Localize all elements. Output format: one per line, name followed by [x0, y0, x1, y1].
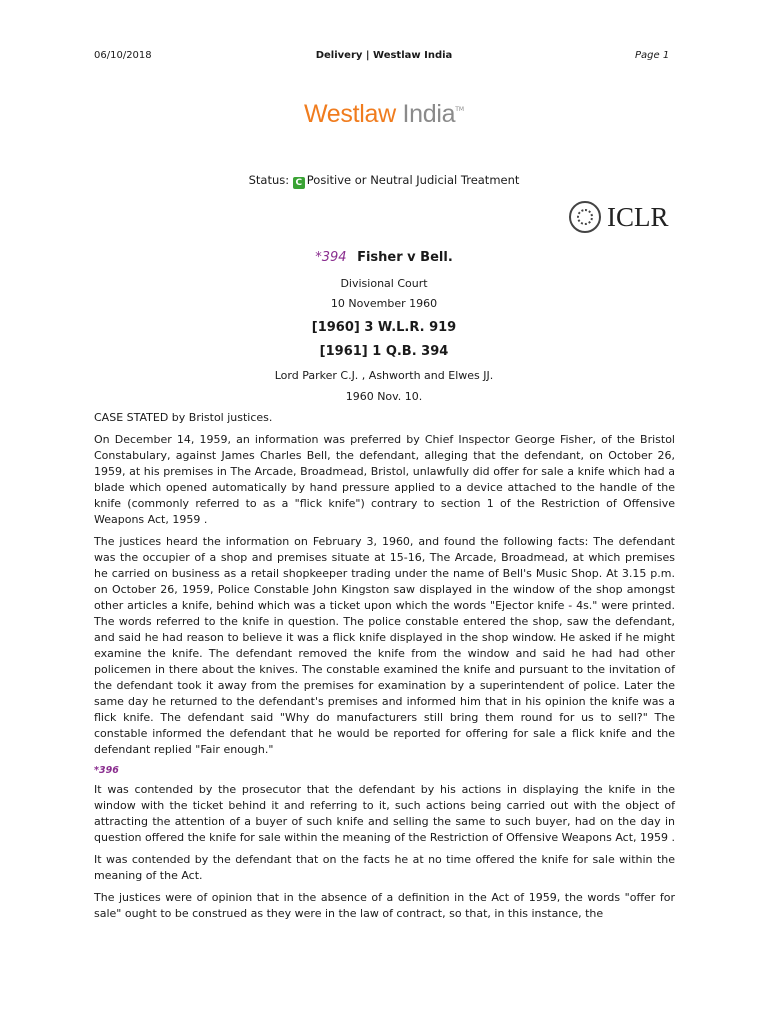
case-name: Fisher v Bell.: [357, 250, 453, 265]
logo-word-india: India: [395, 100, 456, 128]
paragraph-facts: The justices heard the information on February 3, 1960, and found the following facts: The defendant was the occupier of a shop and premises situate at 15-16, The Arcade, Broadmead, at which premises he carried on business as a retail shopkeeper trading under the name of Bell's Music Shop. At 3.15 p.m. on October 26, 1959, Police Constable John Kingston saw displayed in the window of the shop amongst other articles a knife, behind which was a ticket upon which the words "Ejector knife - 4s." were printed. The words referred to the knife in question. The police constable entered the shop, saw the defendant, and said he had reason to believe it was a flick knife displayed in the shop window. He asked if he might examine the knife. The defendant removed the knife from the window and said he had had other policemen in there about the knives. The constable examined the knife and pursuant to the invitation of the defendant took it away from the premises for examination by a superintendent of police. Later the same day he returned to the defendant's premises and informed him that in his opinion the knife was a flick knife. The defendant said "Why do manufacturers still bring them round for us to sell?" The constable informed the defendant that he would be reported for offering for sale a flick knife and the defendant replied "Fair enough.": [94, 535, 675, 756]
paragraph-prosecutor-contention: It was contended by the prosecutor that the defendant by his actions in displaying the knife in the window with the ticket behind it and referring to it, such actions being carried out with the object of attracting the attention of a buyer of such knife and selling the same to such buyer, had on the day in question offered the knife for sale within the meaning of the Restriction of Offensive Weapons Act, 1959 .: [94, 783, 675, 844]
header-title: Delivery | Westlaw India: [315, 50, 453, 61]
judgment-date: 10 November 1960: [330, 297, 438, 310]
westlaw-india-logo: [0, 100, 768, 129]
logo-trademark: TM: [455, 106, 465, 113]
page-reference-link[interactable]: *394: [315, 250, 347, 265]
page-header: [0, 50, 768, 64]
paragraph-justices-opinion: The justices were of opinion that in the absence of a definition in the Act of 1959, the words "offer for sale" ought to be construed as they were in the law of contract, so that, in this instance, the: [94, 891, 675, 920]
iclr-logo: [569, 201, 679, 235]
judgment-body: [94, 410, 675, 928]
status-line: [0, 173, 768, 189]
positive-treatment-icon[interactable]: C: [293, 177, 305, 189]
hearing-date: 1960 Nov. 10.: [345, 390, 423, 403]
page-number: Page 1: [635, 50, 670, 61]
status-label: Status:: [248, 173, 290, 187]
paragraph-defendant-contention: It was contended by the defendant that on the facts he at no time offered the knife for sale within the meaning of the Act.: [94, 853, 675, 882]
paragraph-information: On December 14, 1959, an information was preferred by Chief Inspector George Fisher, of the Bristol Constabulary, against James Charles Bell, the defendant, alleging that the defendant, on October 26, 1959, at his premises in The Arcade, Broadmead, Bristol, unlawfully did offer for sale a knife which had a blade which opened automatically by hand pressure applied to a device attached to the handle of the knife (commonly referred to as a "flick knife") contrary to section 1 of the Restriction of Offensive Weapons Act, 1959 .: [94, 433, 675, 526]
judges: Lord Parker C.J. , Ashworth and Elwes JJ.: [274, 369, 494, 382]
logo-word-westlaw: Westlaw: [303, 100, 396, 128]
iclr-text: ICLR: [607, 202, 669, 232]
court-name: Divisional Court: [340, 277, 428, 290]
citation-qb: [1961] 1 Q.B. 394: [319, 344, 449, 359]
citation-wlr: [1960] 3 W.L.R. 919: [311, 320, 457, 335]
paragraph-case-stated: CASE STATED by Bristol justices.: [94, 411, 273, 424]
iclr-seal-icon: [569, 201, 601, 233]
print-date: 06/10/2018: [94, 50, 152, 61]
status-text: Positive or Neutral Judicial Treatment: [306, 173, 520, 187]
page-marker-396[interactable]: *396: [94, 765, 119, 776]
case-title: [0, 250, 768, 265]
